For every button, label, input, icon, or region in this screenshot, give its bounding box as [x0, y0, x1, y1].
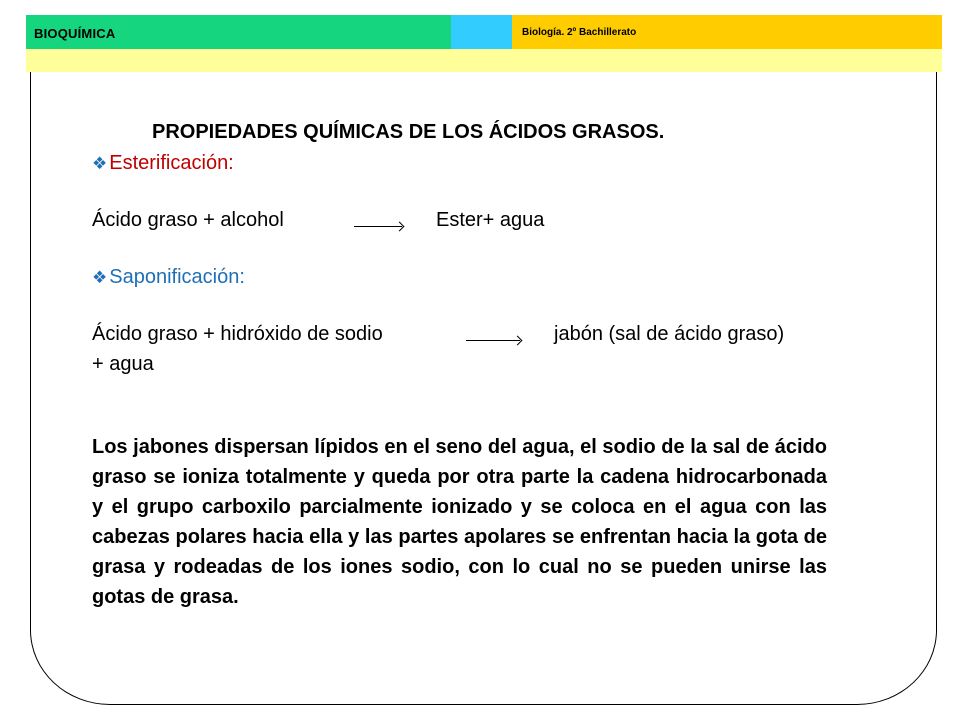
header-accent-block [451, 15, 512, 49]
reaction-arrow-icon [354, 226, 402, 227]
saponification-products: jabón (sal de ácido graso) [554, 323, 785, 345]
header-strip [26, 49, 942, 72]
saponification-products-cont: + agua [92, 353, 154, 375]
esterification-reactants: Ácido graso + alcohol [92, 209, 284, 231]
header-left-bar [26, 15, 451, 49]
header-right-bar [512, 15, 942, 49]
reaction-arrow-icon [466, 340, 520, 341]
diamond-bullet-icon: ❖ [92, 268, 108, 287]
page-title: PROPIEDADES QUÍMICAS DE LOS ÁCIDOS GRASOS. [152, 121, 665, 143]
header-course: Biología. 2º Bachillerato [522, 27, 637, 38]
saponification-heading [92, 263, 245, 292]
diamond-bullet-icon: ❖ [92, 154, 108, 173]
saponification-reactants: Ácido graso + hidróxido de sodio [92, 323, 383, 345]
esterification-heading-text: Esterificación: [109, 152, 234, 174]
esterification-heading [92, 149, 234, 178]
saponification-heading-text: Saponificación: [109, 266, 245, 288]
header-title: BIOQUÍMICA [34, 26, 116, 41]
explanation-paragraph: Los jabones dispersan lípidos en el seno del agua, el sodio de la sal de ácido graso se ioniza totalmente y queda por otra parte la cadena hidrocarbonada y el grupo carboxilo parcialmente ionizado y se coloca en el agua con las cabezas polares hacia ella y las partes apolares se enfrentan hacia la gota de grasa y rodeadas de los iones sodio, con lo cual no se pueden unirse las gotas de grasa. [92, 436, 827, 608]
esterification-products: Ester+ agua [436, 209, 545, 231]
